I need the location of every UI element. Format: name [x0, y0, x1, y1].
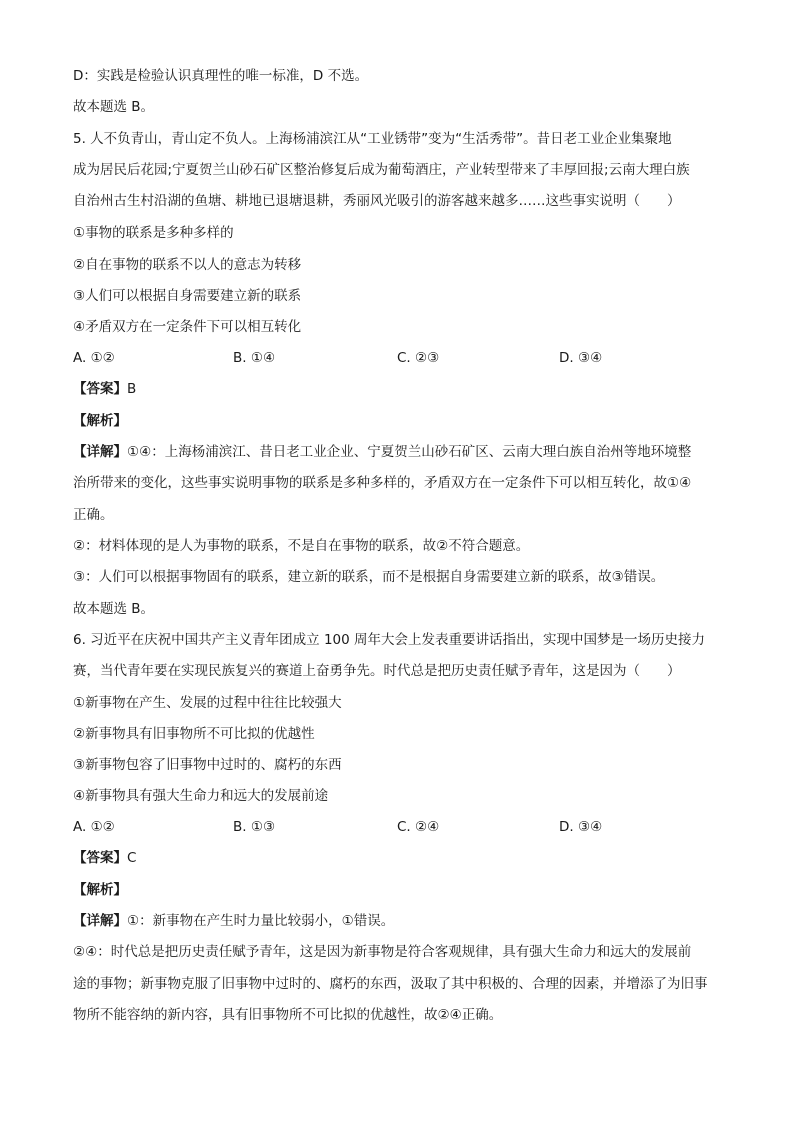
q5-answer-value: B — [127, 381, 137, 397]
q5-options — [73, 349, 733, 367]
q5-answer-label: 【答案】 — [73, 381, 127, 397]
q6-analysis-label: 【解析】 — [73, 882, 127, 898]
q6-detail-line-1: 【详解】①：新事物在产生时力量比较弱小，①错误。 — [73, 913, 395, 929]
q5-detail-line-2: 治所带来的变化，这些事实说明事物的联系是多种多样的，矛盾双方在一定条件下可以相互转化，故①④ — [73, 475, 692, 491]
q5-conclusion: 故本题选 B。 — [73, 601, 155, 617]
q5-stem-line-1: 5. 人不负青山，青山定不负人。上海杨浦滨江从“工业锈带”变为“生活秀带”。昔日老工业企业集聚地 — [73, 131, 672, 147]
q6-option-b: B. ①③ — [233, 819, 276, 835]
q6-stem-line-2: 赛，当代青年要在实现民族复兴的赛道上奋勇争先。时代总是把历史责任赋予青年，这是因为（ ） — [73, 663, 681, 679]
q5-detail-line-5: ③：人们可以根据事物固有的联系，建立新的联系，而不是根据自身需要建立新的联系，故③错误。 — [73, 569, 665, 585]
q6-option-a: A. ①② — [73, 819, 115, 835]
q5-option-c: C. ②③ — [397, 350, 440, 366]
q5-statement-4: ④矛盾双方在一定条件下可以相互转化 — [73, 319, 302, 335]
q6-option-d: D. ③④ — [559, 819, 603, 835]
q5-statement-1: ①事物的联系是多种多样的 — [73, 225, 234, 241]
q6-statement-4: ④新事物具有强大生命力和远大的发展前途 — [73, 788, 329, 804]
q5-statement-2: ②自在事物的联系不以人的意志为转移 — [73, 257, 302, 273]
prev-option-d-explanation: D：实践是检验认识真理性的唯一标准，D 不选。 — [73, 68, 369, 84]
q6-statement-2: ②新事物具有旧事物所不可比拟的优越性 — [73, 726, 315, 742]
q5-statement-3: ③人们可以根据自身需要建立新的联系 — [73, 288, 302, 304]
q6-detail-label: 【详解】 — [73, 913, 127, 929]
q6-detail-line-2: ②④：时代总是把历史责任赋予青年，这是因为新事物是符合客观规律，具有强大生命力和远大的发展前 — [73, 944, 692, 960]
q5-option-a: A. ①② — [73, 350, 115, 366]
q5-stem-line-3: 自治州古生村沿湖的鱼塘、耕地已退塘退耕，秀丽风光吸引的游客越来越多……这些事实说明（ ） — [73, 193, 681, 209]
q5-analysis-label: 【解析】 — [73, 413, 127, 429]
q6-detail-line-3: 途的事物；新事物克服了旧事物中过时的、腐朽的东西，汲取了其中积极的、合理的因素，并增添了为旧事 — [73, 976, 708, 992]
q6-option-c: C. ②④ — [397, 819, 440, 835]
q6-answer-label: 【答案】 — [73, 850, 127, 866]
q5-answer-line — [73, 380, 136, 398]
q6-stem-line-1: 6. 习近平在庆祝中国共产主义青年团成立 100 周年大会上发表重要讲话指出，实现中国梦是一场历史接力 — [73, 632, 706, 648]
q6-statement-3: ③新事物包容了旧事物中过时的、腐朽的东西 — [73, 757, 342, 773]
q5-detail-line-3: 正确。 — [73, 507, 114, 523]
q6-options — [73, 818, 733, 836]
q6-answer-value: C — [127, 850, 137, 866]
q5-detail-line-1: 【详解】①④：上海杨浦滨江、昔日老工业企业、宁夏贺兰山砂石矿区、云南大理白族自治州等地环境整 — [73, 444, 692, 460]
q5-detail-line-4: ②：材料体现的是人为事物的联系，不是自在事物的联系，故②不符合题意。 — [73, 538, 530, 554]
q5-option-d: D. ③④ — [559, 350, 603, 366]
q6-statement-1: ①新事物在产生、发展的过程中往往比较强大 — [73, 695, 342, 711]
prev-conclusion: 故本题选 B。 — [73, 99, 155, 115]
q6-detail-line-4: 物所不能容纳的新内容，具有旧事物所不可比拟的优越性，故②④正确。 — [73, 1007, 503, 1023]
q6-answer-line — [73, 849, 136, 867]
q5-stem-line-2: 成为居民后花园;宁夏贺兰山砂石矿区整治修复后成为葡萄酒庄，产业转型带来了丰厚回报;云南大理白族 — [73, 162, 690, 178]
q5-option-b: B. ①④ — [233, 350, 276, 366]
q5-detail-label: 【详解】 — [73, 444, 127, 460]
